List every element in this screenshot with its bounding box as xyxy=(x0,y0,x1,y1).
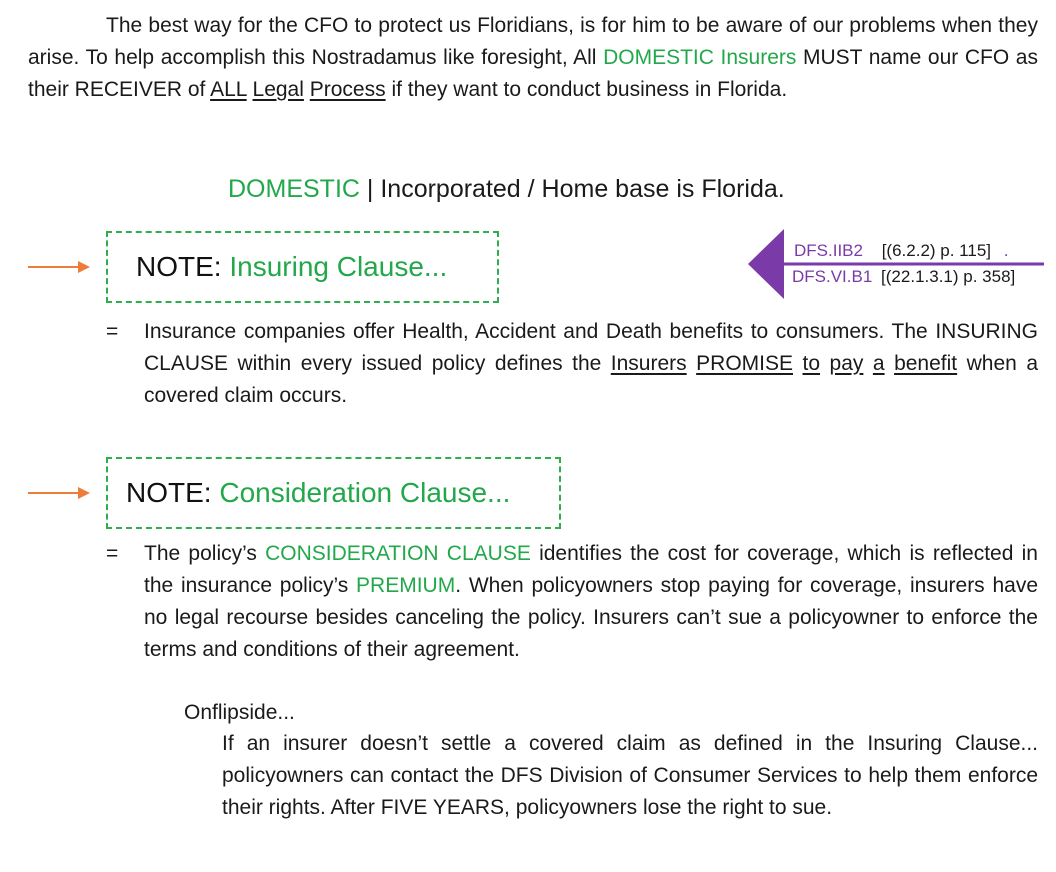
reference-cite-1: [(6.2.2) p. 115] xyxy=(881,241,992,260)
reference-line-2 xyxy=(792,266,1015,288)
benefit-term: benefit xyxy=(894,352,958,375)
note2-label xyxy=(126,477,510,509)
promise-term: PROMISE xyxy=(696,352,794,375)
note2-arrow-line xyxy=(28,492,80,494)
para2-text: The policy’s xyxy=(144,542,266,565)
reference-cite-2: [(22.1.3.1) p. 358] xyxy=(881,267,1016,286)
para1-bullet: = xyxy=(106,320,119,343)
intro-text: The best way for the CFO to protect us Floridians, is for him to be aware of our problems when they arise. To help accomplish this Nostradamus like foresight, All xyxy=(28,14,1038,69)
domestic-definition xyxy=(228,172,785,206)
para1-tail: when a covered claim occurs. xyxy=(144,352,1039,407)
intro-paragraph xyxy=(28,10,1038,106)
note2-prefix: NOTE: xyxy=(126,477,220,508)
reference-line-1 xyxy=(794,240,1008,262)
all-term: ALL xyxy=(210,78,247,101)
intro-must-name: MUST name our CFO as their RECEIVER of xyxy=(28,46,1038,101)
reference-dot: . xyxy=(1003,241,1009,260)
definition-term: DOMESTIC xyxy=(228,175,360,203)
note1-title: Insuring Clause... xyxy=(229,251,448,282)
note1-arrow-line xyxy=(28,266,80,268)
reference-code-2: DFS.VI.B1 xyxy=(792,267,873,286)
insurers-term: Insurers xyxy=(610,352,687,375)
para1-text: Insurance companies offer Health, Accident and Death benefits to consumers. The INSURING CLAUSE within every issued policy defines the xyxy=(144,320,1038,375)
reference-code-1: DFS.IIB2 xyxy=(794,241,863,260)
consideration-clause-paragraph xyxy=(144,538,1038,666)
legal-term: Legal xyxy=(252,78,304,101)
note1-prefix: NOTE: xyxy=(136,251,230,282)
process-term: Process xyxy=(309,78,386,101)
intro-tail: if they want to conduct business in Florida. xyxy=(385,78,788,101)
consideration-clause-term: CONSIDERATION CLAUSE xyxy=(265,542,531,565)
flipside-paragraph: If an insurer doesn’t settle a covered claim as defined in the Insuring Clause... policyowners can contact the DFS Division of Consumer Services to help them enforce their rights. After FIVE YEARS, policyowners lose the right to sue. xyxy=(222,732,1038,819)
note1-arrow-icon xyxy=(78,261,90,273)
note1-label xyxy=(136,251,447,283)
definition-rest: | Incorporated / Home base is Florida. xyxy=(359,175,785,203)
to-term: to xyxy=(802,352,821,375)
para2-bullet: = xyxy=(106,542,119,565)
flipside-heading: Onflipside... xyxy=(184,701,295,724)
para2-text-2: identifies the cost for coverage, which is reflected in the insurance policy’s xyxy=(144,542,1038,597)
reference-arrow-icon xyxy=(748,227,1048,301)
para2-text-3: . When policyowners stop paying for coverage, insurers have no legal recourse besides canceling the policy. Insurers can’t sue a policyowner to enforce the terms and conditions of their agreement. xyxy=(144,574,1038,661)
domestic-insurers-term: DOMESTIC Insurers xyxy=(603,46,797,69)
note-insuring-clause xyxy=(106,231,499,303)
premium-term: PREMIUM xyxy=(356,574,456,597)
note2-arrow-icon xyxy=(78,487,90,499)
note2-title: Consideration Clause... xyxy=(219,477,511,508)
a-term: a xyxy=(872,352,885,375)
insuring-clause-paragraph xyxy=(144,316,1038,412)
pay-term: pay xyxy=(829,352,864,375)
note-consideration-clause xyxy=(106,457,561,529)
